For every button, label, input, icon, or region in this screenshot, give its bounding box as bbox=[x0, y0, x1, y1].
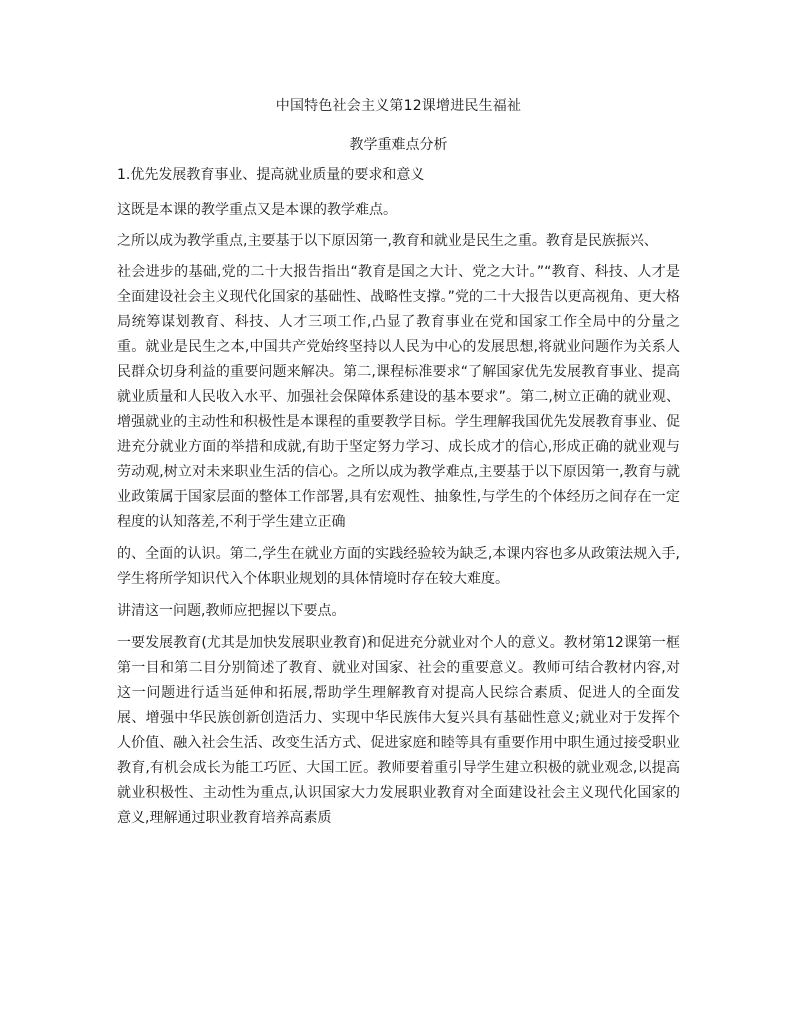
paragraph-reason-start: 之所以成为教学重点,主要基于以下原因第一,教育和就业是民生之重。教育是民族振兴、 bbox=[117, 233, 658, 249]
paragraph-key-points-lead: 讲清这一问题,教师应把握以下要点。 bbox=[117, 603, 346, 619]
document-content bbox=[117, 96, 680, 838]
document-title: 中国特色社会主义第12课增进民生福祉 bbox=[275, 98, 522, 114]
paragraph-reason-body: 社会进步的基础,党的二十大报告指出“教育是国之大计、党之大计。”“教育、科技、人才是全面建设社会主义现代化国家的基础性、战略性支撑。”党的二十大报告以更高视角、更大格局统筹谋划教育、科技、人才三项工作,凸显了教育事业在党和国家工作全局中的分量之重。就业是民生之本,中国共产党始终坚持以人民为中心的发展思想,将就业问题作为关系人民群众切身利益的重要问题来解决。第二,课程标准要求“了解国家优先发展教育事业、提高就业质量和人民收入水平、加强社会保障体系建设的基本要求”。第二,树立正确的就业观、增强就业的主动性和积极性是本课程的重要教学目标。学生理解我国优先发展教育事业、促进充分就业方面的举措和成就,有助于坚定努力学习、成长成才的信心,形成正确的就业观与劳动观,树立对未来职业生活的信心。之所以成为教学难点,主要基于以下原因第一,教育与就业政策属于国家层面的整体工作部署,具有宏观性、抽象性,与学生的个体经历之间存在一定程度的认知落差,不利于学生建立正确 bbox=[117, 264, 680, 530]
paragraph-difficulty: 的、全面的认识。第二,学生在就业方面的实践经验较为缺乏,本课内容也多从政策法规入手,学生将所学知识代入个体职业规划的具体情境时存在较大难度。 bbox=[117, 546, 680, 587]
paragraph-point-one: 一要发展教育(尤其是加快发展职业教育)和促进充分就业对个人的意义。教材第12课第一框第一目和第二目分别简述了教育、就业对国家、社会的重要意义。教师可结合教材内容,对这一问题进行适当延伸和拓展,帮助学生理解教育对提高人民综合素质、促进人的全面发展、增强中华民族创新创造活力、实现中华民族伟大复兴具有基础性意义;就业对于发挥个人价值、融入社会生活、改变生活方式、促进家庭和睦等具有重要作用中职生通过接受职业教育,有机会成长为能工巧匠、大国工匠。教师要着重引导学生建立积极的就业观念,以提高就业积极性、主动性为重点,认识国家大力发展职业教育对全面建设社会主义现代化国家的意义,理解通过职业教育培养高素质 bbox=[117, 635, 680, 826]
section-heading: 1.优先发展教育事业、提高就业质量的要求和意义 bbox=[117, 167, 425, 183]
paragraph-intro: 这既是本课的教学重点又是本课的教学难点。 bbox=[117, 202, 397, 218]
document-subtitle: 教学重难点分析 bbox=[349, 137, 448, 153]
